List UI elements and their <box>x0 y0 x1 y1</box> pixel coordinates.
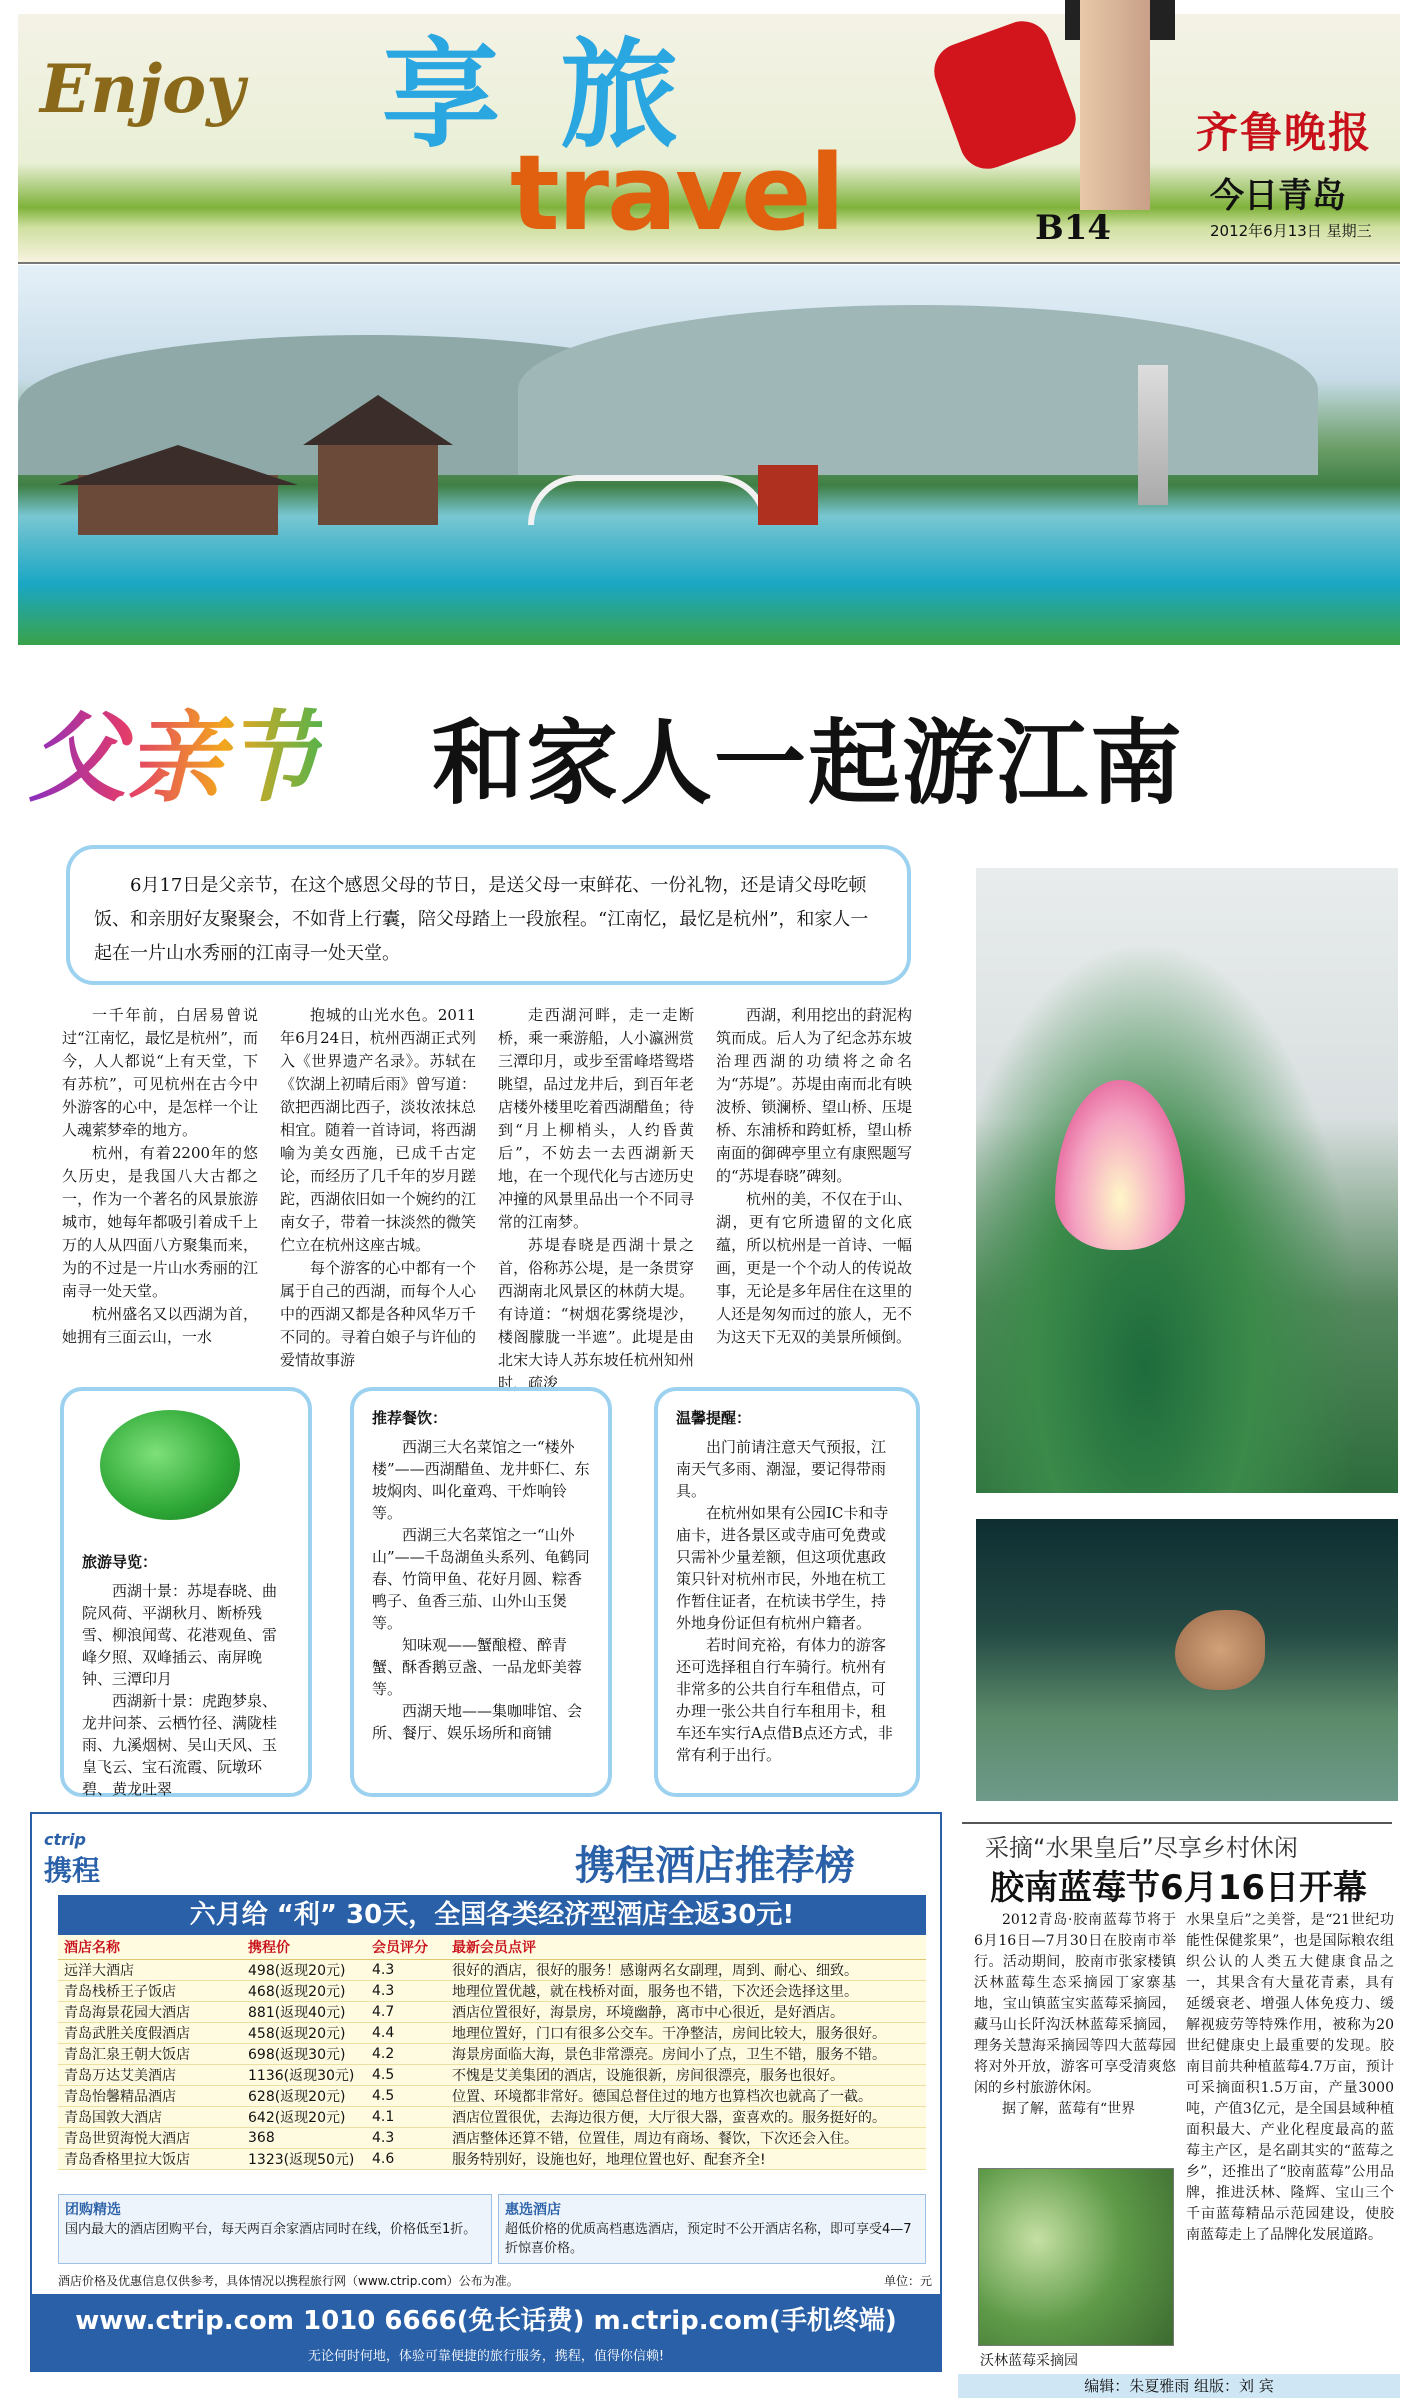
blueberry-subtitle: 采摘“水果皇后”尽享乡村休闲 <box>985 1834 1298 1862</box>
group-buy-box <box>58 2194 492 2264</box>
box-paragraph: 西湖十景：苏堤春晓、曲院风荷、平湖秋月、断桥残雪、柳浪闻莺、花港观鱼、雷峰夕照、双峰插云、南屏晚钟、三潭印月 <box>82 1582 278 1688</box>
article-column-3 <box>498 1004 694 1395</box>
table-cell: 4.5 <box>366 2085 446 2106</box>
table-cell: 1323(返现50元) <box>242 2148 366 2169</box>
table-cell: 位置、环境都非常好。德国总督住过的地方也算档次也就高了一截。 <box>446 2085 926 2106</box>
deal-hotel-text: 超低价格的优质高档惠选酒店，预定时不公开酒店名称，即可享受4—7折惊喜价格。 <box>505 2222 912 2256</box>
table-row <box>58 1959 926 1980</box>
main-headline: 和家人一起游江南 <box>432 710 1185 817</box>
box-paragraph: 西湖天地——集咖啡馆、会所、餐厅、娱乐场所和商铺 <box>372 1702 583 1742</box>
table-header: 会员评分 <box>366 1935 446 1959</box>
article-paragraph: 杭州的美，不仅在于山、湖，更有它所遗留的文化底蕴，所以杭州是一首诗、一幅画，更是一个个动人的传说故事，无论是多年居住在这里的人还是匆匆而过的旅人，无不为这天下无双的美景所倾倒。 <box>716 1190 912 1346</box>
article-paragraph: 杭州盛名又以西湖为首，她拥有三面云山，一水 <box>62 1305 258 1346</box>
arch-bridge <box>528 475 768 525</box>
table-row <box>58 2022 926 2043</box>
red-pavilion <box>758 465 818 525</box>
table-row <box>58 2106 926 2127</box>
tips-box <box>654 1387 920 1797</box>
table-cell: 498(返现20元) <box>242 1959 366 1980</box>
box-paragraph: 在杭州如果有公园IC卡和寺庙卡，进各景区或寺庙可免费或只需补少量差额，但这项优惠政策只针对杭州市民，外地在杭工作暂住证者，在杭读书学生，持外地身份证但有杭州户籍者。 <box>676 1504 889 1632</box>
table-cell: 青岛海景花园大酒店 <box>58 2001 242 2022</box>
table-cell: 青岛香格里拉大饭店 <box>58 2148 242 2169</box>
ctrip-contact-bar <box>32 2294 940 2370</box>
table-header-row <box>58 1935 926 1959</box>
lotus-photo <box>976 868 1398 1493</box>
table-cell: 4.7 <box>366 2001 446 2022</box>
table-row <box>58 1980 926 2001</box>
table-cell: 远洋大酒店 <box>58 1959 242 1980</box>
table-cell: 4.5 <box>366 2064 446 2085</box>
article-column-1 <box>62 1004 258 1349</box>
table-cell: 1136(返现30元) <box>242 2064 366 2085</box>
table-cell: 青岛世贸海悦大酒店 <box>58 2127 242 2148</box>
table-cell: 698(返现30元) <box>242 2043 366 2064</box>
table-cell: 881(返现40元) <box>242 2001 366 2022</box>
issue-date: 2012年6月13日 星期三 <box>1210 222 1372 240</box>
promo-banner: 六月给 “利” 30天，全国各类经济型酒店全返30元! <box>58 1895 926 1935</box>
article-column-2 <box>280 1004 476 1372</box>
box-paragraph: 西湖三大名菜馆之一“山外山”——千岛湖鱼头系列、龟鹤同春、竹筒甲鱼、花好月圆、粽香鸭子、鱼香三茄、山外山玉煲等。 <box>372 1526 590 1632</box>
fathers-day-title: 父亲节 <box>28 680 322 821</box>
editor-credits: 编辑：朱夏雅雨 组版：刘 宾 <box>958 2374 1400 2398</box>
table-cell: 很好的酒店，很好的服务！感谢两名女副理，周到、耐心、细致。 <box>446 1959 926 1980</box>
article-paragraph: 杭州，有着2200年的悠久历史，是我国八大古都之一，作为一个著名的风景旅游城市，她每年都吸引着成千上万的人从四面八方聚集而来，为的不过是一片山水秀丽的江南寻一处天堂。 <box>62 1144 258 1300</box>
article-column-4 <box>716 1004 912 1349</box>
hotel-table-body <box>58 1959 926 2169</box>
ctrip-logo-cn: 携程 <box>44 1854 101 1887</box>
table-cell: 青岛武胜关度假酒店 <box>58 2022 242 2043</box>
article-paragraph: 据了解，蓝莓有“世界 <box>1002 2101 1136 2117</box>
blueberry-farm-photo <box>978 2168 1174 2346</box>
box-paragraph: 西湖三大名菜馆之一“楼外楼”——西湖醋鱼、龙井虾仁、东坡焖肉、叫化童鸡、干炸响铃等。 <box>372 1438 590 1522</box>
table-row <box>58 2043 926 2064</box>
pagoda-tower <box>1138 365 1168 505</box>
article-paragraph: 2012青岛·胶南蓝莓节将于6月16日—7月30日在胶南市举行。活动期间，胶南市张家楼镇沃林蓝莓生态采摘园丁家寨基地，宝山镇蓝宝实蓝莓采摘园，藏马山长阡沟沃林蓝莓采摘园，理务关慧海采摘园等四大蓝莓园将对外开放，游客可享受清爽悠闲的乡村旅游休闲。 <box>974 1912 1176 2096</box>
table-cell: 4.3 <box>366 1959 446 1980</box>
box-paragraph: 出门前请注意天气预报，江南天气多雨、潮湿，要记得带雨具。 <box>676 1438 887 1500</box>
table-row <box>58 2085 926 2106</box>
newspaper-name: 齐鲁晚报 <box>1196 108 1373 157</box>
table-cell: 4.3 <box>366 2127 446 2148</box>
blueberry-column-1 <box>974 1910 1176 2120</box>
table-cell: 4.3 <box>366 1980 446 2001</box>
photo-caption: 沃林蓝莓采摘园 <box>980 2353 1078 2369</box>
table-cell: 4.6 <box>366 2148 446 2169</box>
group-buy-text: 国内最大的酒店团购平台，每天两百余家酒店同时在线，价格低至1折。 <box>65 2222 477 2237</box>
article-paragraph: 西湖，利用挖出的葑泥构筑而成。后人为了纪念苏东坡治理西湖的功绩将之命名为“苏堤”。苏堤由南而北有映波桥、锁澜桥、望山桥、压堤桥、东浦桥和跨虹桥，望山桥南面的御碑亭里立有康熙题写的“苏堤春晓”碑刻。 <box>716 1006 912 1185</box>
article-paragraph: 苏堤春晓是西湖十景之首，俗称苏公堤，是一条贯穿西湖南北风景区的林荫大堤。有诗道：“树烟花雾绕堤沙，楼阁朦胧一半遮”。此堤是由北宋大诗人苏东坡任杭州知州时，疏浚 <box>498 1236 694 1392</box>
lead-paragraph: 6月17日是父亲节，在这个感恩父母的节日，是送父母一束鲜花、一份礼物，还是请父母吃顿饭、和亲朋好友聚聚会，不如背上行囊，陪父母踏上一段旅程。“江南忆，最忆是杭州”，和家人一起在一片山水秀丽的江南寻一处天堂。 <box>66 845 911 985</box>
table-header: 酒店名称 <box>58 1935 242 1959</box>
tower-building <box>318 435 438 525</box>
table-cell: 青岛怡馨精品酒店 <box>58 2085 242 2106</box>
page-number: B14 <box>1035 208 1112 248</box>
table-header: 最新会员点评 <box>446 1935 926 1959</box>
box-paragraph: 西湖新十景：虎跑梦泉、龙井问茶、云栖竹径、满陇桂雨、九溪烟树、吴山天风、玉皇飞云、宝石流霞、阮墩环碧、黄龙吐翠 <box>82 1692 278 1798</box>
hotel-table <box>58 1935 926 2170</box>
table-cell: 酒店位置很优，去海边很方便，大厅很大器，蛮喜欢的。服务挺好的。 <box>446 2106 926 2127</box>
heron-bird <box>1175 1610 1265 1690</box>
price-disclaimer: 酒店价格及优惠信息仅供参考，具体情况以携程旅行网（www.ctrip.com）公布为准。 <box>58 2274 519 2288</box>
edition-name: 今日青岛 <box>1210 176 1346 216</box>
dining-box <box>350 1387 612 1797</box>
lotus-leaf-icon <box>100 1410 240 1520</box>
box-paragraph: 知味观——蟹酿橙、醉青蟹、酥香鹅豆盏、一品龙虾美蓉等。 <box>372 1636 583 1698</box>
table-cell: 4.4 <box>366 2022 446 2043</box>
ctrip-logo <box>44 1830 164 1890</box>
mountain-shape <box>518 305 1318 475</box>
table-cell: 4.2 <box>366 2043 446 2064</box>
article-paragraph: 抱城的山光水色。2011年6月24日，杭州西湖正式列入《世界遗产名录》。苏轼在《饮湖上初晴后雨》曾写道：欲把西湖比西子，淡妆浓抹总相宜。随着一首诗词，将西湖喻为美女西施，已成千古定论，而经历了几千年的岁月蹉跎，西湖依旧如一个婉约的江南女子，带着一抹淡然的微笑伫立在杭州这座古城。 <box>280 1006 476 1254</box>
table-cell: 酒店整体还算不错，位置佳，周边有商场、餐饮，下次还会入住。 <box>446 2127 926 2148</box>
box-title: 推荐餐饮： <box>372 1409 448 1427</box>
table-header: 携程价 <box>242 1935 366 1959</box>
article-paragraph: 一千年前，白居易曾说过“江南忆，最忆是杭州”，而今，人人都说“上有天堂，下有苏杭”，可见杭州在古今中外游客的心中，是怎样一个让人魂萦梦牵的地方。 <box>62 1006 258 1139</box>
table-cell: 642(返现20元) <box>242 2106 366 2127</box>
deal-hotel-box <box>498 2194 926 2264</box>
article-paragraph: 走西湖河畔，走一走断桥，乘一乘游船，人小瀛洲赏三潭印月，或步至雷峰塔鸳塔眺望，品过龙井后，到百年老店楼外楼里吃着西湖醋鱼；待到“月上柳梢头，人约昏黄后”，不妨去一去西湖新天地，在一个现代化与古迹历史冲撞的风景里品出一个不同寻常的江南梦。 <box>498 1006 694 1231</box>
table-cell: 青岛栈桥王子饭店 <box>58 1980 242 2001</box>
table-row <box>58 2148 926 2169</box>
section-title-chinese: 享旅 <box>382 26 739 164</box>
article-paragraph: 每个游客的心中都有一个属于自己的西湖，而每个人心中的西湖又都是各种风华万千不同的。寻着白娘子与许仙的爱情故事游 <box>280 1259 476 1369</box>
table-cell: 青岛汇泉王朝大饭店 <box>58 2043 242 2064</box>
table-cell: 青岛万达艾美酒店 <box>58 2064 242 2085</box>
table-cell: 368 <box>242 2127 366 2148</box>
ctrip-logo-en: ctrip <box>44 1830 86 1849</box>
table-cell: 628(返现20元) <box>242 2085 366 2106</box>
divider <box>962 1822 1392 1824</box>
table-cell: 地理位置优越，就在栈桥对面，服务也不错，下次还会选择这里。 <box>446 1980 926 2001</box>
box-paragraph: 若时间充裕，有体力的游客还可选择租自行车骑行。杭州有非常多的公共自行车租借点，可办理一张公共自行车租用卡，租车还车实行A点借B点还方式，非常有利于出行。 <box>676 1636 893 1764</box>
table-cell: 458(返现20元) <box>242 2022 366 2043</box>
table-row <box>58 2001 926 2022</box>
table-cell: 468(返现20元) <box>242 1980 366 2001</box>
section-title-english: travel <box>510 132 844 254</box>
table-cell: 4.1 <box>366 2106 446 2127</box>
table-row <box>58 2064 926 2085</box>
group-buy-title: 团购精选 <box>65 2202 121 2218</box>
enjoy-logo: Enjoy <box>40 50 245 128</box>
table-cell: 酒店位置很好，海景房，环境幽静，离市中心很近，是好酒店。 <box>446 2001 926 2022</box>
deal-hotel-title: 惠选酒店 <box>505 2202 561 2218</box>
table-cell: 青岛国敦大酒店 <box>58 2106 242 2127</box>
table-row <box>58 2127 926 2148</box>
ctrip-contact-line: www.ctrip.com 1010 6666(免长话费) m.ctrip.com(手机终端) <box>75 2306 897 2336</box>
article-paragraph: 水果皇后”之美誉，是“21世纪功能性保健浆果”，也是国际粮农组织公认的人类五大健康食品之一，其果含有大量花青素，具有延缓衰老、增强人体免疫力、缓解视疲劳等特殊作用，被称为20世纪健康史上最重要的发现。胶南目前共种植蓝莓4.7万亩，预计可采摘面积1.5万亩，产量3000吨，产值3亿元，是全国县域种植面积最大、产业化程度最高的蓝莓主产区，是名副其实的“蓝莓之乡”，还推出了“胶南蓝莓”公用品牌，推进沃林、隆辉、宝山三个千亩蓝莓精品示范园建设，使胶南蓝莓走上了品牌化发展道路。 <box>1186 1912 1394 2243</box>
box-title: 温馨提醒： <box>676 1409 752 1427</box>
blueberry-column-2 <box>1186 1910 1394 2246</box>
blueberry-headline: 胶南蓝莓节6月16日开幕 <box>990 1868 1367 1908</box>
table-cell: 不愧是艾美集团的酒店，设施很新，房间很漂亮，服务也很好。 <box>446 2064 926 2085</box>
west-lake-hero-photo <box>18 265 1400 645</box>
price-unit: 单位：元 <box>884 2274 933 2288</box>
box-title: 旅游导览： <box>82 1553 158 1571</box>
traveler-legs-decoration <box>1080 0 1150 210</box>
table-cell: 地理位置好，门口有很多公交车。干净整洁，房间比较大，服务很好。 <box>446 2022 926 2043</box>
table-cell: 海景房面临大海，景色非常漂亮。房间小了点，卫生不错，服务不错。 <box>446 2043 926 2064</box>
ctrip-ad-title: 携程酒店推荐榜 <box>575 1843 855 1889</box>
ctrip-slogan: 无论何时何地，体验可靠便捷的旅行服务，携程，值得你信赖! <box>307 2349 665 2364</box>
table-cell: 服务特别好，设施也好，地理位置也好、配套齐全! <box>446 2148 926 2169</box>
